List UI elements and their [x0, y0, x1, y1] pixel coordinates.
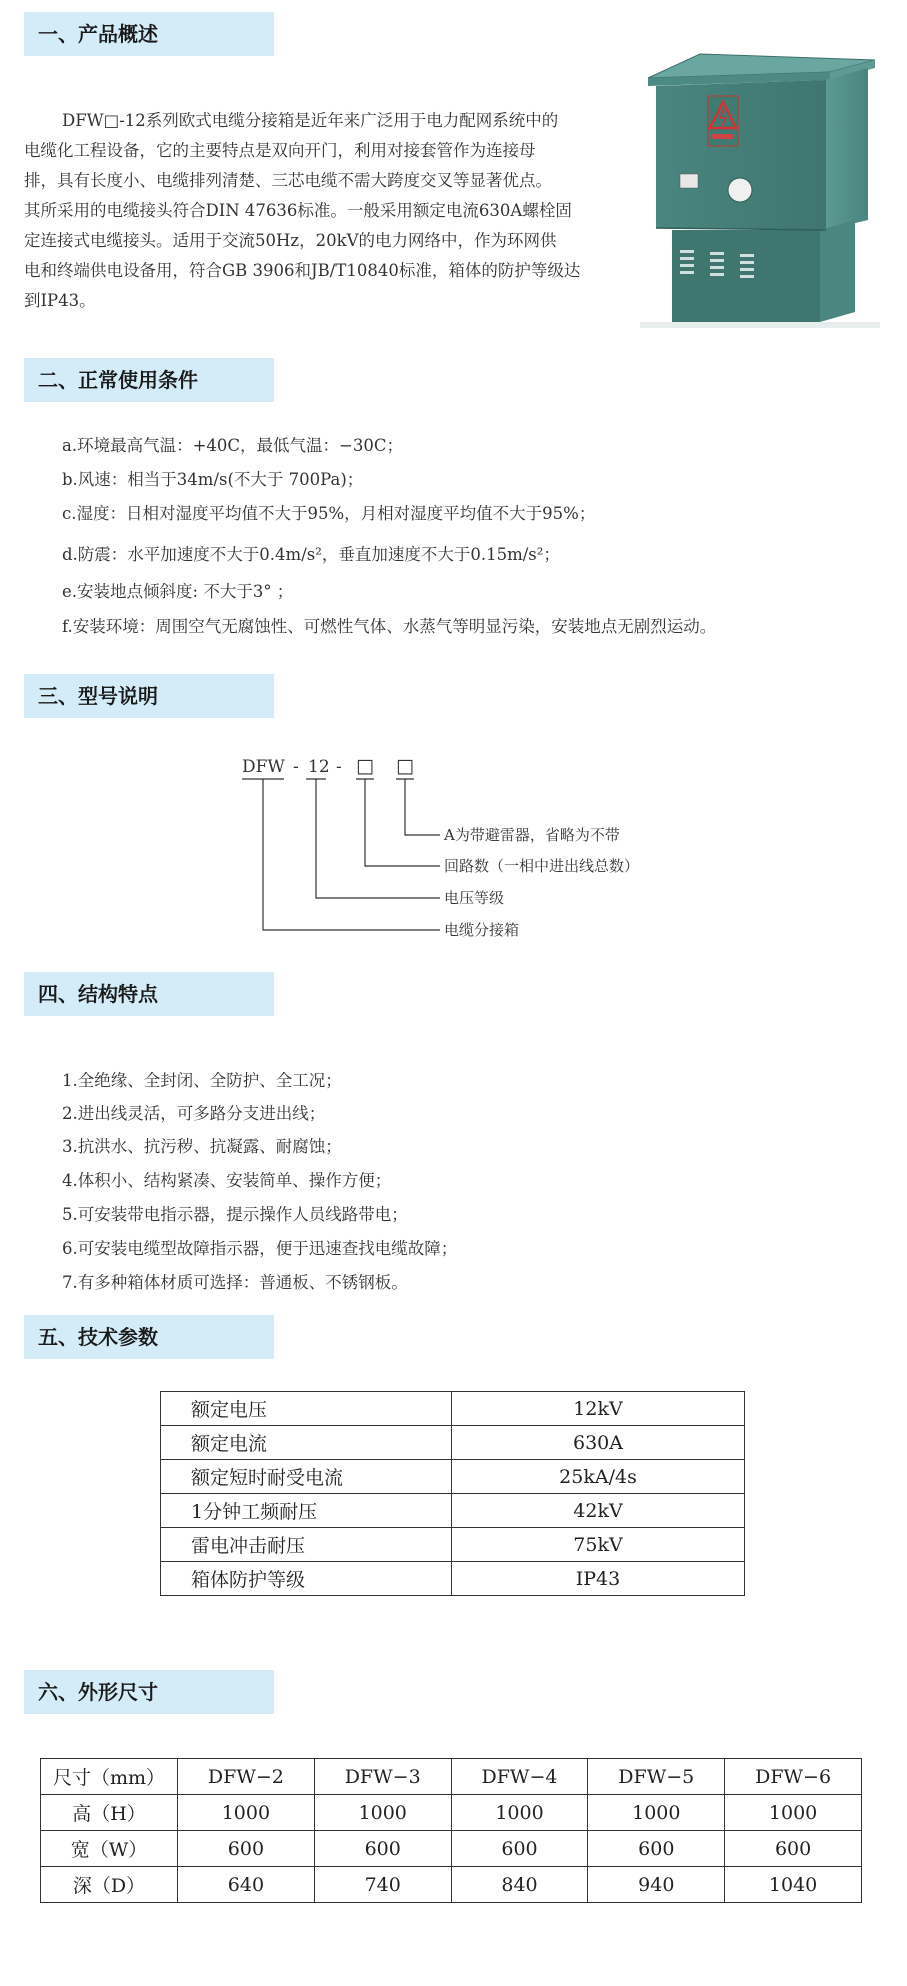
model-label-arrester: A为带避雷器，省略为不带: [444, 826, 620, 844]
param-value: 42kV: [452, 1494, 745, 1528]
condition-item: e.安装地点倾斜度: 不大于3° ；: [62, 582, 294, 601]
dims-header-cell: DFW−3: [314, 1759, 451, 1795]
dims-header-cell: DFW−4: [451, 1759, 588, 1795]
overview-line: 到IP43。: [24, 291, 96, 310]
overview-line: 电和终端供电设备用，符合GB 3906和JB/T10840标准，箱体的防护等级达: [24, 261, 581, 280]
model-code-dfw: DFW: [242, 757, 285, 777]
feature-item: 1.全绝缘、全封闭、全防护、全工况；: [62, 1071, 342, 1090]
feature-item: 7.有多种箱体材质可选择：普通板、不锈钢板。: [62, 1273, 408, 1292]
param-value: 75kV: [452, 1528, 745, 1562]
dims-cell: 宽（W）: [41, 1831, 178, 1867]
param-name: 额定电压: [161, 1392, 452, 1426]
dims-cell: 深（D）: [41, 1867, 178, 1903]
dims-cell: 740: [314, 1867, 451, 1903]
table-row: [161, 1562, 745, 1596]
condition-item: a.环境最高气温：+40C，最低气温：−30C；: [62, 436, 403, 455]
table-row: [41, 1867, 862, 1903]
dims-cell: 600: [178, 1831, 315, 1867]
dims-cell: 1000: [178, 1795, 315, 1831]
overview-line: 电缆化工程设备，它的主要特点是双向开门，利用对接套管作为连接母: [24, 141, 536, 160]
dims-cell: 1000: [314, 1795, 451, 1831]
param-value: 12kV: [452, 1392, 745, 1426]
condition-item: b.风速：相当于34m/s(不大于 700Pa)；: [62, 470, 364, 489]
table-row: [161, 1494, 745, 1528]
feature-item: 3.抗洪水、抗污秽、抗凝露、耐腐蚀；: [62, 1137, 342, 1156]
dims-header-cell: DFW−6: [725, 1759, 862, 1795]
dims-table: [40, 1758, 862, 1903]
param-name: 额定短时耐受电流: [161, 1460, 452, 1494]
param-value: IP43: [452, 1562, 745, 1596]
table-row: [161, 1426, 745, 1460]
dims-header-cell: DFW−2: [178, 1759, 315, 1795]
feature-item: 4.体积小、结构紧凑、安装简单、操作方便；: [62, 1171, 392, 1190]
dims-cell: 640: [178, 1867, 315, 1903]
section-title-params: 五、技术参数: [24, 1315, 274, 1359]
feature-item: 5.可安装带电指示器，提示操作人员线路带电；: [62, 1205, 408, 1224]
table-header-row: [41, 1759, 862, 1795]
feature-item: 6.可安装电缆型故障指示器，便于迅速查找电缆故障；: [62, 1239, 458, 1258]
param-value: 25kA/4s: [452, 1460, 745, 1494]
dims-cell: 600: [314, 1831, 451, 1867]
param-name: 1分钟工频耐压: [161, 1494, 452, 1528]
overview-line: 其所采用的电缆接头符合DIN 47636标准。一般采用额定电流630A螺栓固: [24, 201, 572, 220]
dims-cell: 1000: [588, 1795, 725, 1831]
dims-cell: 600: [588, 1831, 725, 1867]
table-row: [161, 1392, 745, 1426]
section-title-overview: 一、产品概述: [24, 12, 274, 56]
section-title-model: 三、型号说明: [24, 674, 274, 718]
section-title-conditions: 二、正常使用条件: [24, 358, 274, 402]
model-label-voltage: 电压等级: [444, 889, 505, 907]
table-row: [41, 1831, 862, 1867]
model-code-dash: -: [336, 757, 342, 777]
model-code-voltage: 12: [308, 757, 330, 777]
dims-header-cell: DFW−5: [588, 1759, 725, 1795]
overview-line: DFW□-12系列欧式电缆分接箱是近年来广泛用于电力配网系统中的: [62, 111, 559, 130]
param-name: 雷电冲击耐压: [161, 1528, 452, 1562]
dims-cell: 1040: [725, 1867, 862, 1903]
model-label-loops: 回路数（一相中进出线总数）: [444, 857, 640, 875]
condition-item: f.安装环境：周围空气无腐蚀性、可燃性气体、水蒸气等明显污染，安装地点无剧烈运动。: [62, 617, 717, 636]
dims-cell: 940: [588, 1867, 725, 1903]
params-table: [160, 1391, 745, 1596]
model-code-box-loops: □: [356, 755, 374, 777]
section-title-features: 四、结构特点: [24, 972, 274, 1016]
dims-cell: 1000: [725, 1795, 862, 1831]
dims-cell: 600: [725, 1831, 862, 1867]
model-label-box: 电缆分接箱: [444, 921, 520, 939]
model-diagram-lines: [0, 0, 907, 960]
model-code-dash: -: [293, 757, 299, 777]
condition-item: c.湿度：日相对湿度平均值不大于95%，月相对湿度平均值不大于95%；: [62, 504, 596, 523]
param-name: 额定电流: [161, 1426, 452, 1460]
dims-cell: 840: [451, 1867, 588, 1903]
dims-header-cell: 尺寸（mm）: [41, 1759, 178, 1795]
model-code-box-arrester: □: [396, 755, 414, 777]
section-title-dims: 六、外形尺寸: [24, 1670, 274, 1714]
condition-item: d.防震：水平加速度不大于0.4m/s²，垂直加速度不大于0.15m/s²；: [62, 545, 560, 564]
overview-line: 定连接式电缆接头。适用于交流50Hz，20kV的电力网络中，作为环网供: [24, 231, 557, 250]
table-row: [161, 1528, 745, 1562]
dims-cell: 600: [451, 1831, 588, 1867]
feature-item: 2.进出线灵活，可多路分支进出线；: [62, 1104, 326, 1123]
table-row: [161, 1460, 745, 1494]
param-value: 630A: [452, 1426, 745, 1460]
dims-cell: 1000: [451, 1795, 588, 1831]
dims-cell: 高（H）: [41, 1795, 178, 1831]
table-row: [41, 1795, 862, 1831]
overview-line: 排，具有长度小、电缆排列清楚、三芯电缆不需大跨度交叉等显著优点。: [24, 171, 552, 190]
param-name: 箱体防护等级: [161, 1562, 452, 1596]
